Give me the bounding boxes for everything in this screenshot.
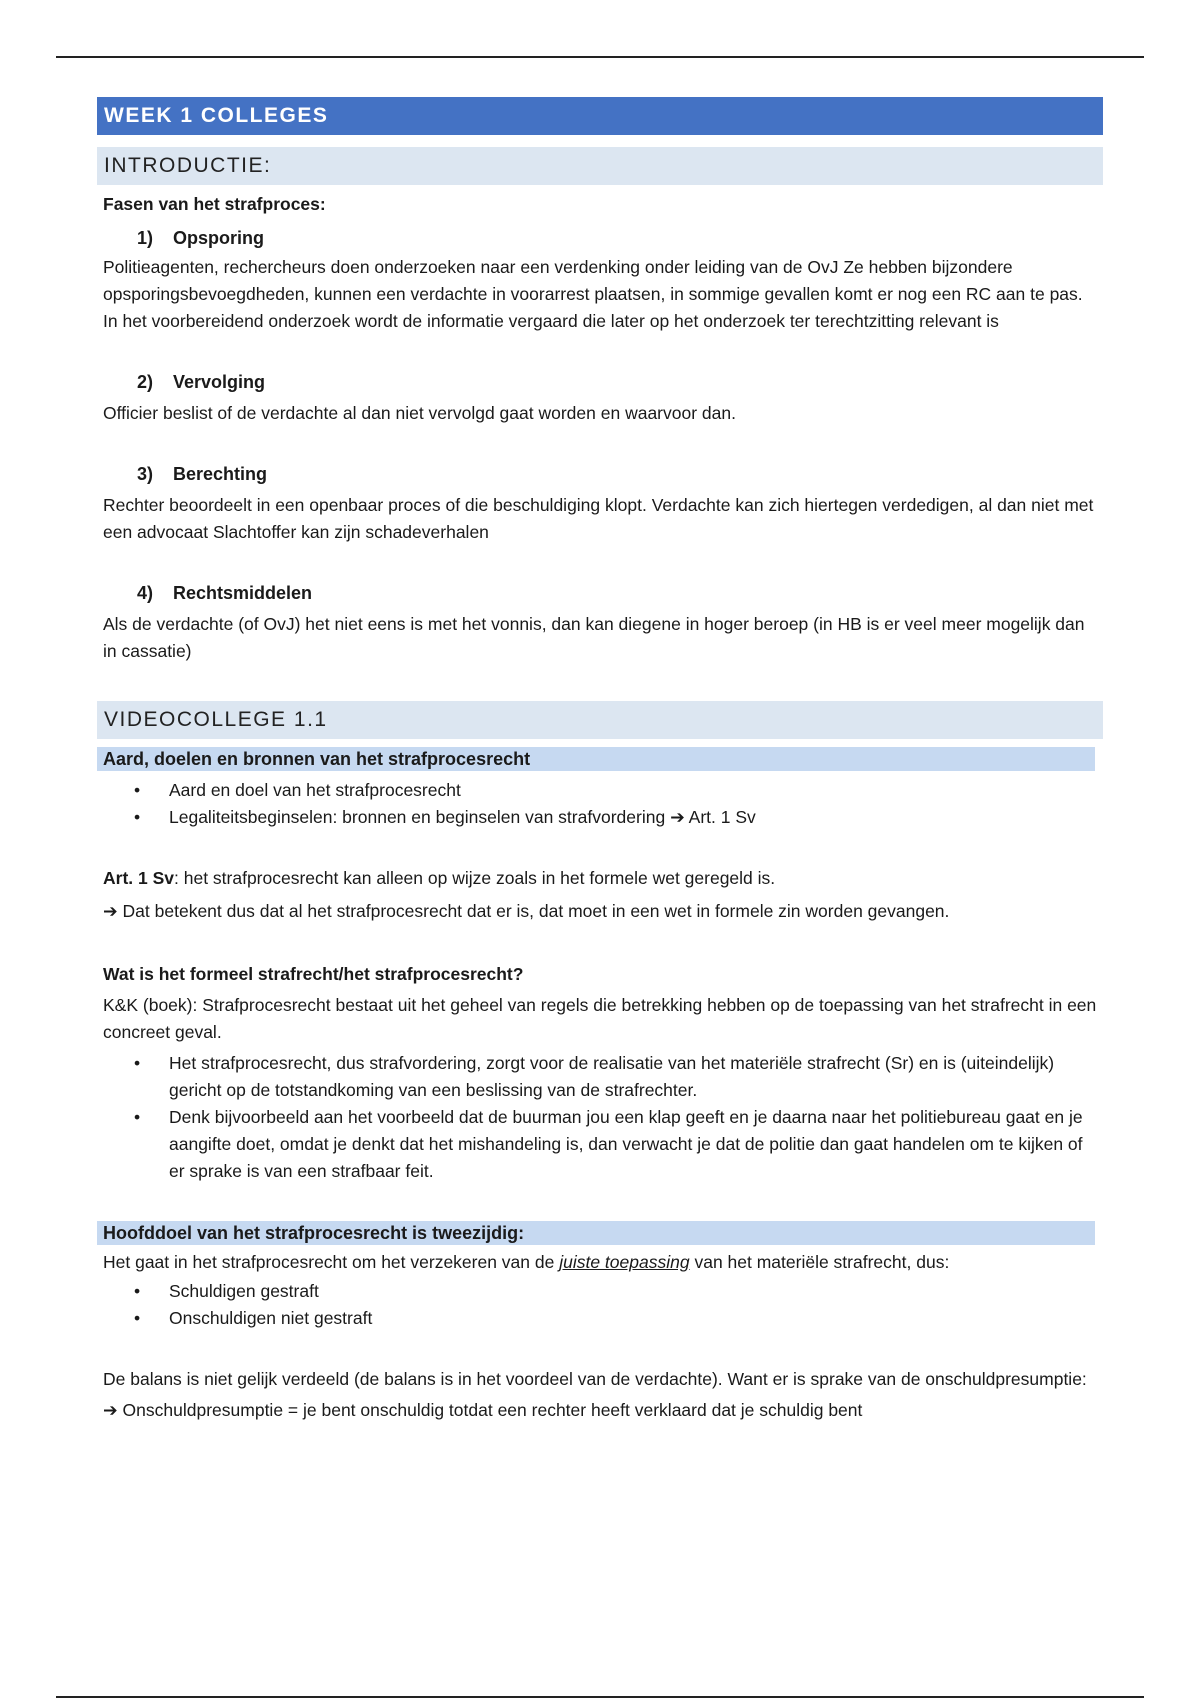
topic-bullets [97,777,1103,831]
arrow-icon: ➔ [103,901,118,921]
bullet-suffix: Art. 1 Sv [688,807,756,827]
topic-highlight: Aard, doelen en bronnen van het strafprocesrecht [97,747,1095,771]
top-rule [56,56,1144,58]
goal-emphasis: juiste toepassing [559,1252,690,1272]
phase-title: Vervolging [173,372,266,392]
balance-paragraph: De balans is niet gelijk verdeeld (de balans is in het voordeel van de verdachte). Want er is sprake van de onschuldpresumptie: [103,1369,1087,1389]
phases-title: Fasen van het strafproces: [103,194,326,214]
bullet-text: Schuldigen gestraft [169,1281,319,1301]
art-text: : het strafprocesrecht kan alleen op wijze zoals in het formele wet geregeld is. [174,868,776,888]
document-page [97,97,1103,1424]
list-item [97,1050,1103,1104]
list-item [97,804,1103,831]
question-heading: Wat is het formeel strafrecht/het strafprocesrecht? [103,964,524,984]
goal-paragraph [97,1249,1103,1276]
arrow-text: Onschuldpresumptie = je bent onschuldig totdat een rechter heeft verklaard dat je schuldig bent [122,1400,863,1420]
phase-number: 1) [137,228,154,248]
bullet-text: Legaliteitsbeginselen: bronnen en beginselen van strafvordering [169,807,666,827]
list-item [97,1278,1103,1305]
phase-heading [97,580,1103,607]
phase-heading [97,225,1103,252]
arrow-icon: ➔ [670,807,685,827]
list-item [97,1104,1103,1185]
section-heading-videocollege: VIDEOCOLLEGE 1.1 [97,701,1103,739]
kk-bullets [97,1050,1103,1185]
main-goal-highlight: Hoofddoel van het strafprocesrecht is tweezijdig: [97,1221,1095,1245]
phase-text: Rechter beoordeelt in een openbaar proces of die beschuldiging klopt. Verdachte kan zich hiertegen verdedigen, al dan niet met een advocaat Slachtoffer kan zijn schadeverhalen [103,495,1094,542]
phase-title: Rechtsmiddelen [173,583,313,603]
bottom-rule [56,1696,1144,1698]
goal-post: van het materiële strafrecht, dus: [689,1252,950,1272]
phase-number: 4) [137,583,154,603]
list-item [97,1305,1103,1332]
phase-text: Als de verdachte (of OvJ) het niet eens is met het vonnis, dan kan diegene in hoger beroep (in HB is er veel meer mogelijk dan in cassatie) [103,614,1085,661]
phase-title: Berechting [173,464,268,484]
phase-number: 2) [137,372,154,392]
phase-text: Politieagenten, rechercheurs doen onderzoeken naar een verdenking onder leiding van de OvJ Ze hebben bijzondere opsporingsbevoegdheden, kunnen een verdachte in voorarrest plaatsen, in sommige gevallen komt er nog een RC aan te pas. In het voorbereidend onderzoek wordt de informatie vergaard die later op het onderzoek ter terechtzitting relevant is [103,257,1083,331]
bullet-text: Denk bijvoorbeeld aan het voorbeeld dat de buurman jou een klap geeft en je daarna naar het politiebureau gaat en je aangifte doet, omdat je denkt dat het mishandeling is, dan verwacht je dat de politie dan gaat handelen om te kijken of er sprake is van een strafbaar feit. [169,1107,1083,1181]
arrow-icon: ➔ [103,1400,118,1420]
phase-heading [97,461,1103,488]
bullet-text: Het strafprocesrecht, dus strafvordering, zorgt voor de realisatie van het materiële strafrecht (Sr) en is (uiteindelijk) gericht op de totstandkoming van een beslissing van de strafrechter. [169,1053,1055,1100]
arrow-paragraph [97,1397,1103,1424]
art-label: Art. 1 Sv [103,868,174,888]
phase-title: Opsporing [173,228,264,248]
arrow-paragraph [97,898,1103,925]
bullet-text: Aard en doel van het strafprocesrecht [169,780,461,800]
bullet-text: Onschuldigen niet gestraft [169,1308,373,1328]
goal-pre: Het gaat in het strafprocesrecht om het verzekeren van de [103,1252,560,1272]
phase-heading [97,369,1103,396]
art-1-sv-paragraph [97,865,1103,892]
phase-number: 3) [137,464,154,484]
goal-bullets [97,1278,1103,1332]
section-heading-introductie: INTRODUCTIE: [97,147,1103,185]
phase-text: Officier beslist of de verdachte al dan niet vervolgd gaat worden en waarvoor dan. [103,403,736,423]
list-item [97,777,1103,804]
week-banner: WEEK 1 COLLEGES [97,97,1103,135]
arrow-text: Dat betekent dus dat al het strafprocesrecht dat er is, dat moet in een wet in formele zin worden gevangen. [122,901,950,921]
kk-paragraph: K&K (boek): Strafprocesrecht bestaat uit het geheel van regels die betrekking hebben op de toepassing van het strafrecht in een concreet geval. [103,995,1097,1042]
